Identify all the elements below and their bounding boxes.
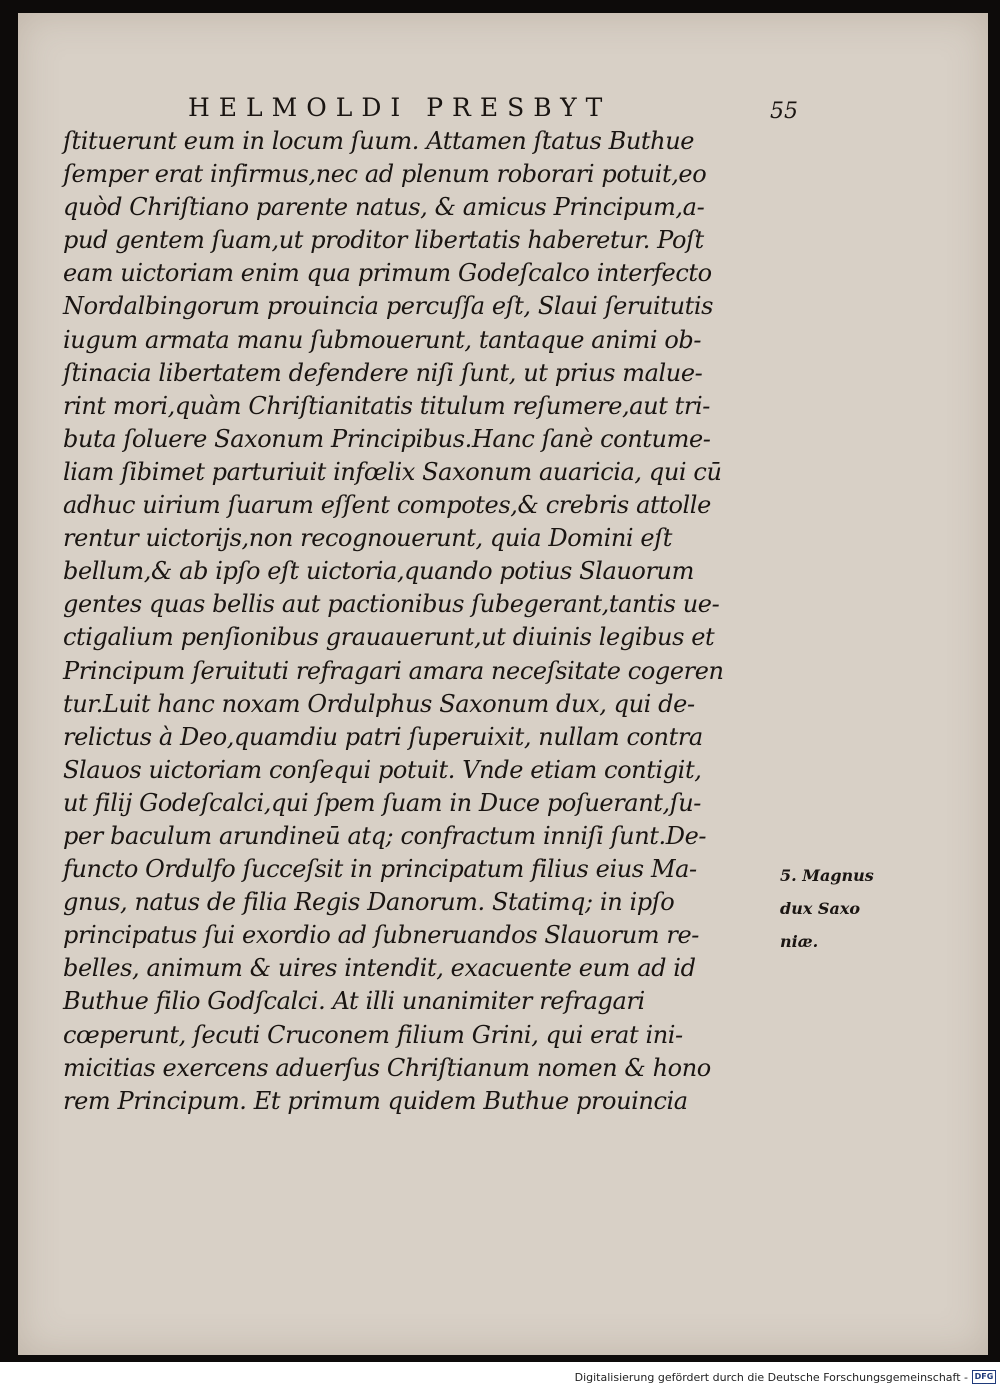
body-text xyxy=(63,125,803,1118)
digitization-credit xyxy=(575,1370,996,1384)
page-number: 55 xyxy=(770,99,798,124)
text-line: ut filij Godeſcalci,qui ſpem ſuam in Duce poſuerant,ſu- xyxy=(63,788,702,817)
text-line: ctigalium penſionibus grauauerunt,ut diuinis legibus et xyxy=(63,623,715,652)
margin-note xyxy=(780,859,874,958)
text-line: Nordalbingorum prouincia percuſſa eſt, Slaui ſeruitutis xyxy=(63,292,714,321)
text-line: buta ſoluere Saxonum Principibus.Hanc ſanè contume- xyxy=(63,424,711,453)
text-line: rint mori,quàm Chriſtianitatis titulum reſumere,aut tri- xyxy=(63,391,710,420)
credit-text: Digitalisierung gefördert durch die Deutsche Forschungsgemeinschaft - xyxy=(574,1370,968,1384)
margin-note-line: dux Saxo xyxy=(780,899,861,918)
text-line: rentur uictorijs,non recognouerunt, quia Domini eſt xyxy=(63,524,672,553)
text-line: pud gentem ſuam,ut proditor libertatis haberetur. Poſt xyxy=(63,226,704,255)
text-line: per baculum arundineū atq; confractum inniſi ſunt.De- xyxy=(63,821,707,850)
text-line: ſtinacia libertatem defendere niſi ſunt, ut prius malue- xyxy=(63,358,703,387)
margin-note-line: 5. Magnus xyxy=(780,866,874,885)
text-line: micitias exercens aduerſus Chriſtianum nomen & hono xyxy=(63,1053,711,1082)
dfg-logo-icon: DFG xyxy=(972,1370,996,1384)
text-line: Principum ſeruituti refragari amara neceſsitate cogeren xyxy=(63,656,724,685)
text-line: ſtituerunt eum in locum ſuum. Attamen ſtatus Buthue xyxy=(63,127,695,155)
text-line: adhuc uirium ſuarum eſſent compotes,& crebris attolle xyxy=(63,491,711,520)
text-line: ſemper erat infirmus,nec ad plenum roborari potuit,eo xyxy=(63,160,707,189)
text-line: Buthue filio Godſcalci. At illi unanimiter refragari xyxy=(63,987,645,1016)
book-page xyxy=(18,13,988,1355)
text-line: gnus, natus de filia Regis Danorum. Statimq; in ipſo xyxy=(63,888,675,917)
text-line: bellum,& ab ipſo eſt uictoria,quando potius Slauorum xyxy=(63,557,694,586)
text-line: tur.Luit hanc noxam Ordulphus Saxonum dux, qui de- xyxy=(63,689,695,718)
margin-note-line: niæ. xyxy=(780,932,819,951)
running-head: HELMOLDI PRESBYT xyxy=(188,93,612,122)
text-line: Slauos uictoriam conſequi potuit. Vnde etiam contigit, xyxy=(63,755,702,784)
text-line: cœperunt, ſecuti Cruconem filium Grini, qui erat ini- xyxy=(63,1020,683,1049)
text-line: quòd Chriſtiano parente natus, & amicus Principum,a- xyxy=(63,193,705,222)
text-line: gentes quas bellis aut pactionibus ſubegerant,tantis ue- xyxy=(63,590,720,619)
text-line: principatus ſui exordio ad ſubneruandos Slauorum re- xyxy=(63,921,699,950)
text-line: liam ſibimet parturiuit infœlix Saxonum auaricia, qui cū xyxy=(63,457,722,486)
text-line: eam uictoriam enim qua primum Godeſcalco interfecto xyxy=(63,259,712,288)
text-line: belles, animum & uires intendit, exacuente eum ad id xyxy=(63,954,696,983)
text-line: iugum armata manu ſubmouerunt, tantaque animi ob- xyxy=(63,325,702,354)
text-line: relictus à Deo,quamdiu patri ſuperuixit, nullam contra xyxy=(63,722,703,751)
text-line: rem Principum. Et primum quidem Buthue prouincia xyxy=(63,1086,688,1115)
text-line: functo Ordulfo ſucceſsit in principatum filius eius Ma- xyxy=(63,855,697,884)
